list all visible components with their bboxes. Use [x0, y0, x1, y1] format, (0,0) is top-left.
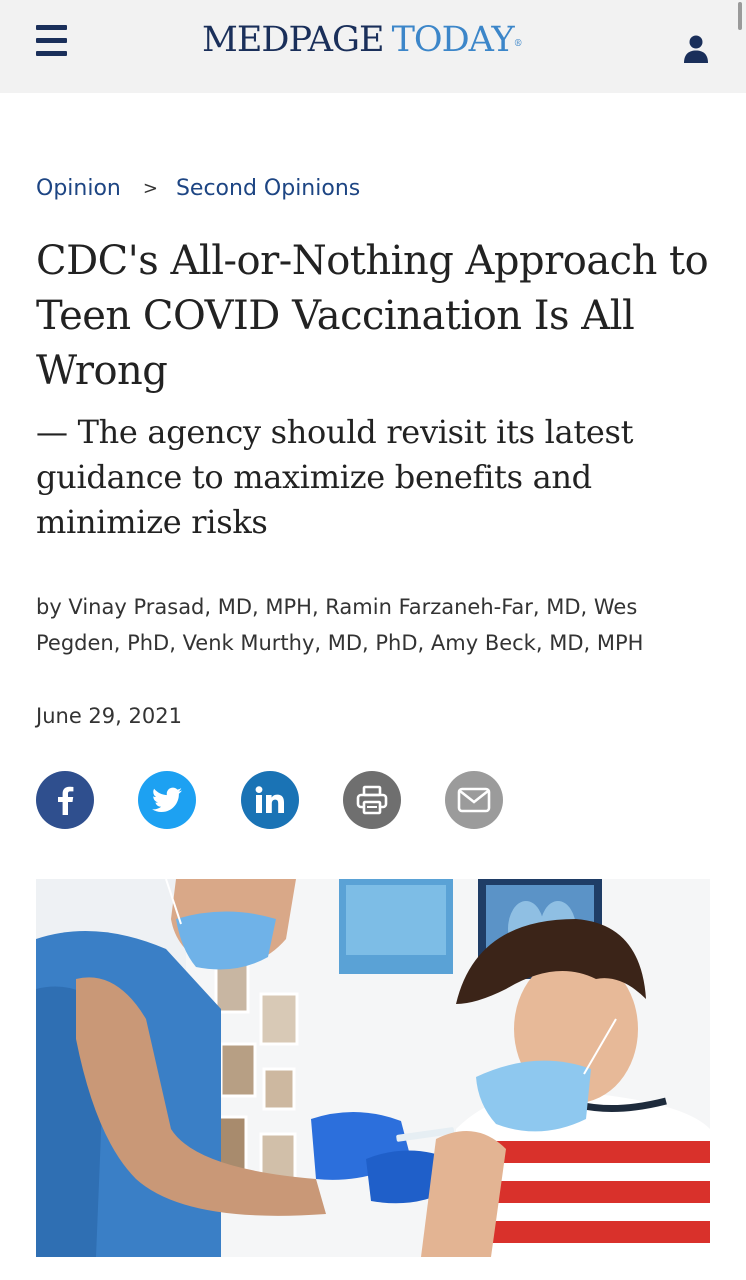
article-title: CDC's All-or-Nothing Approach to Teen COVID Vaccination Is All Wrong: [36, 238, 709, 394]
article-byline: by Vinay Prasad, MD, MPH, Ramin Farzaneh-Far, MD, Wes Pegden, PhD, Venk Murthy, MD, PhD, Amy Beck, MD, MPH: [36, 595, 644, 655]
hamburger-icon[interactable]: [36, 25, 67, 57]
linkedin-icon: [255, 786, 285, 814]
linkedin-share-button[interactable]: [241, 771, 299, 829]
breadcrumb-separator: >: [142, 178, 158, 199]
logo-medpage: MEDPAGE: [202, 20, 384, 60]
article-subtitle: — The agency should revisit its latest guidance to maximize benefits and minimize risks: [36, 413, 634, 541]
print-icon: [356, 785, 388, 815]
logo-today: TODAY: [391, 20, 514, 60]
breadcrumb: [36, 172, 360, 206]
healthcare-worker-vaccinating-teen-photo: [36, 879, 710, 1257]
user-icon[interactable]: [683, 34, 709, 64]
article-date: June 29, 2021: [36, 704, 182, 728]
breadcrumb-opinion-link[interactable]: Opinion: [36, 176, 121, 201]
email-icon: [457, 787, 491, 813]
site-header: [0, 0, 746, 93]
scrollbar-thumb[interactable]: [738, 2, 742, 30]
facebook-icon: [54, 785, 76, 815]
twitter-share-button[interactable]: [138, 771, 196, 829]
site-logo[interactable]: [202, 18, 522, 62]
email-share-button[interactable]: [445, 771, 503, 829]
logo-registered-mark: ®: [513, 39, 522, 49]
twitter-icon: [152, 787, 182, 813]
print-button[interactable]: [343, 771, 401, 829]
breadcrumb-second-opinions-link[interactable]: Second Opinions: [175, 176, 361, 201]
facebook-share-button[interactable]: [36, 771, 94, 829]
